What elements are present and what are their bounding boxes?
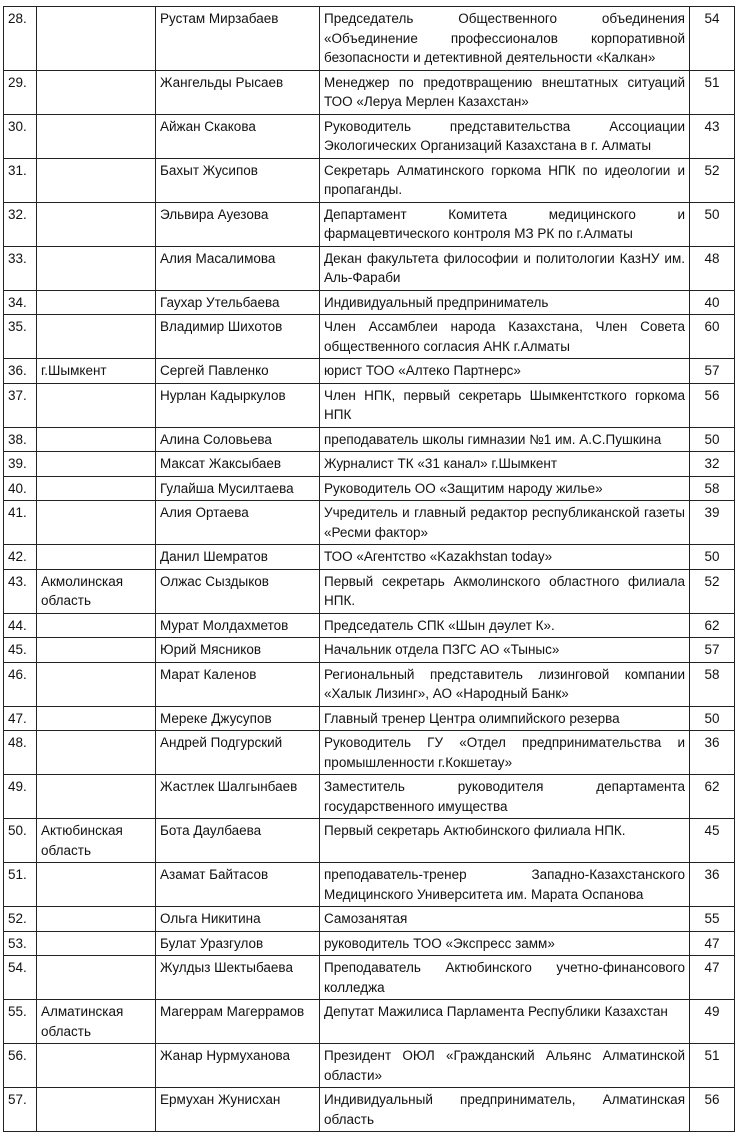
region-cell: [37, 1044, 156, 1088]
age-cell: 40: [690, 290, 735, 315]
age-cell: 32: [690, 452, 735, 477]
position-cell: Председатель Общественного объединения «Объединение профессионалов корпоративной безопасности и детективной деятельности «Калкан»: [320, 7, 690, 71]
table-row: [4, 662, 735, 706]
region-cell: [37, 202, 156, 246]
name-cell: Айжан Скакова: [156, 114, 320, 158]
age-cell: 50: [690, 427, 735, 452]
row-number-cell: 47.: [4, 706, 37, 731]
age-cell: 52: [690, 158, 735, 202]
position-cell: преподаватель школы гимназии №1 им. А.С.Пушкина: [320, 427, 690, 452]
position-cell: Первый секретарь Актюбинского филиала НПК.: [320, 819, 690, 863]
name-cell: Гаухар Утельбаева: [156, 290, 320, 315]
table-row: [4, 476, 735, 501]
age-cell: 39: [690, 501, 735, 545]
row-number-cell: 39.: [4, 452, 37, 477]
position-cell: Президент ОЮЛ «Гражданский Альянс Алматинской области»: [320, 1044, 690, 1088]
position-cell: Руководитель представительства Ассоциации Экологических Организаций Казахстана в г. Алматы: [320, 114, 690, 158]
name-cell: Алина Соловьева: [156, 427, 320, 452]
table-row: [4, 246, 735, 290]
name-cell: Ольга Никитина: [156, 907, 320, 932]
name-cell: Жанар Нурмуханова: [156, 1044, 320, 1088]
age-cell: 48: [690, 246, 735, 290]
name-cell: Олжас Сыздыков: [156, 569, 320, 613]
row-number-cell: 51.: [4, 863, 37, 907]
table-row: [4, 931, 735, 956]
table-row: [4, 907, 735, 932]
name-cell: Ермухан Жунисхан: [156, 1088, 320, 1132]
position-cell: преподаватель-тренер Западно-Казахстанского Медицинского Университета им. Марата Оспанова: [320, 863, 690, 907]
region-cell: [37, 638, 156, 663]
name-cell: Жастлек Шалгынбаев: [156, 775, 320, 819]
row-number-cell: 55.: [4, 1000, 37, 1044]
name-cell: Магеррам Магеррамов: [156, 1000, 320, 1044]
position-cell: Самозанятая: [320, 907, 690, 932]
region-cell: [37, 7, 156, 71]
position-cell: Заместитель руководителя департамента государственного имущества: [320, 775, 690, 819]
row-number-cell: 46.: [4, 662, 37, 706]
age-cell: 60: [690, 315, 735, 359]
region-cell: [37, 706, 156, 731]
position-cell: Член НПК, первый секретарь Шымкентсткого горкома НПК: [320, 383, 690, 427]
position-cell: Начальник отдела ПЗГС АО «Тыныс»: [320, 638, 690, 663]
table-row: [4, 863, 735, 907]
region-cell: [37, 501, 156, 545]
position-cell: Менеджер по предотвращению внештатных ситуаций ТОО «Леруа Мерлен Казахстан»: [320, 70, 690, 114]
name-cell: Жангельды Рысаев: [156, 70, 320, 114]
row-number-cell: 28.: [4, 7, 37, 71]
name-cell: Нурлан Кадыркулов: [156, 383, 320, 427]
table-row: [4, 70, 735, 114]
table-row: [4, 1044, 735, 1088]
table-row: [4, 638, 735, 663]
row-number-cell: 52.: [4, 907, 37, 932]
region-cell: [37, 290, 156, 315]
row-number-cell: 32.: [4, 202, 37, 246]
name-cell: Максат Жаксыбаев: [156, 452, 320, 477]
age-cell: 62: [690, 613, 735, 638]
region-cell: Акмолинская область: [37, 569, 156, 613]
age-cell: 56: [690, 383, 735, 427]
age-cell: 51: [690, 1044, 735, 1088]
region-cell: [37, 662, 156, 706]
region-cell: [37, 246, 156, 290]
position-cell: Член Ассамблеи народа Казахстана, Член Совета общественного согласия АНК г.Алматы: [320, 315, 690, 359]
row-number-cell: 31.: [4, 158, 37, 202]
position-cell: Региональный представитель лизинговой компании «Халык Лизинг», АО «Народный Банк»: [320, 662, 690, 706]
name-cell: Азамат Байтасов: [156, 863, 320, 907]
age-cell: 50: [690, 545, 735, 570]
age-cell: 56: [690, 1088, 735, 1132]
row-number-cell: 56.: [4, 1044, 37, 1088]
table-row: [4, 545, 735, 570]
age-cell: 62: [690, 775, 735, 819]
age-cell: 58: [690, 476, 735, 501]
table-row: [4, 452, 735, 477]
age-cell: 36: [690, 863, 735, 907]
row-number-cell: 44.: [4, 613, 37, 638]
region-cell: Алматинская область: [37, 1000, 156, 1044]
region-cell: [37, 315, 156, 359]
name-cell: Алия Масалимова: [156, 246, 320, 290]
row-number-cell: 45.: [4, 638, 37, 663]
row-number-cell: 50.: [4, 819, 37, 863]
table-row: [4, 359, 735, 384]
table-body: [4, 7, 735, 1132]
position-cell: Учредитель и главный редактор республиканской газеты «Ресми фактор»: [320, 501, 690, 545]
region-cell: [37, 427, 156, 452]
name-cell: Юрий Мясников: [156, 638, 320, 663]
table-row: [4, 1000, 735, 1044]
name-cell: Данил Шемратов: [156, 545, 320, 570]
table-row: [4, 569, 735, 613]
region-cell: [37, 158, 156, 202]
position-cell: Председатель СПК «Шын дәулет К».: [320, 613, 690, 638]
age-cell: 52: [690, 569, 735, 613]
table-row: [4, 613, 735, 638]
name-cell: Булат Уразгулов: [156, 931, 320, 956]
name-cell: Мереке Джусупов: [156, 706, 320, 731]
age-cell: 50: [690, 706, 735, 731]
row-number-cell: 33.: [4, 246, 37, 290]
row-number-cell: 48.: [4, 731, 37, 775]
row-number-cell: 37.: [4, 383, 37, 427]
row-number-cell: 54.: [4, 956, 37, 1000]
region-cell: г.Шымкент: [37, 359, 156, 384]
table-row: [4, 315, 735, 359]
row-number-cell: 40.: [4, 476, 37, 501]
row-number-cell: 30.: [4, 114, 37, 158]
position-cell: Секретарь Алматинского горкома НПК по идеологии и пропаганды.: [320, 158, 690, 202]
name-cell: Бота Даулбаева: [156, 819, 320, 863]
table-row: [4, 1088, 735, 1132]
name-cell: Владимир Шихотов: [156, 315, 320, 359]
age-cell: 50: [690, 202, 735, 246]
position-cell: Первый секретарь Акмолинского областного филиала НПК.: [320, 569, 690, 613]
row-number-cell: 35.: [4, 315, 37, 359]
position-cell: Главный тренер Центра олимпийского резерва: [320, 706, 690, 731]
name-cell: Алия Ортаева: [156, 501, 320, 545]
name-cell: Рустам Мирзабаев: [156, 7, 320, 71]
name-cell: Эльвира Ауезова: [156, 202, 320, 246]
row-number-cell: 38.: [4, 427, 37, 452]
age-cell: 54: [690, 7, 735, 71]
table-row: [4, 202, 735, 246]
name-cell: Жулдыз Шектыбаева: [156, 956, 320, 1000]
age-cell: 49: [690, 1000, 735, 1044]
table-row: [4, 706, 735, 731]
region-cell: [37, 731, 156, 775]
age-cell: 55: [690, 907, 735, 932]
position-cell: Журналист ТК «31 канал» г.Шымкент: [320, 452, 690, 477]
age-cell: 57: [690, 359, 735, 384]
row-number-cell: 42.: [4, 545, 37, 570]
name-cell: Марат Каленов: [156, 662, 320, 706]
row-number-cell: 57.: [4, 1088, 37, 1132]
table-row: [4, 775, 735, 819]
table-row: [4, 290, 735, 315]
table-row: [4, 114, 735, 158]
region-cell: [37, 545, 156, 570]
region-cell: [37, 613, 156, 638]
age-cell: 36: [690, 731, 735, 775]
row-number-cell: 41.: [4, 501, 37, 545]
row-number-cell: 34.: [4, 290, 37, 315]
age-cell: 57: [690, 638, 735, 663]
table-row: [4, 7, 735, 71]
table-row: [4, 158, 735, 202]
age-cell: 51: [690, 70, 735, 114]
region-cell: Актюбинская область: [37, 819, 156, 863]
row-number-cell: 29.: [4, 70, 37, 114]
region-cell: [37, 956, 156, 1000]
table-row: [4, 427, 735, 452]
row-number-cell: 36.: [4, 359, 37, 384]
table-row: [4, 819, 735, 863]
row-number-cell: 53.: [4, 931, 37, 956]
region-cell: [37, 863, 156, 907]
name-cell: Сергей Павленко: [156, 359, 320, 384]
region-cell: [37, 775, 156, 819]
position-cell: Индивидуальный предприниматель, Алматинская область: [320, 1088, 690, 1132]
region-cell: [37, 452, 156, 477]
region-cell: [37, 70, 156, 114]
position-cell: ТОО «Агентство «Kazakhstan today»: [320, 545, 690, 570]
region-cell: [37, 383, 156, 427]
position-cell: Руководитель ОО «Защитим народу жилье»: [320, 476, 690, 501]
name-cell: Мурат Молдахметов: [156, 613, 320, 638]
table-row: [4, 956, 735, 1000]
row-number-cell: 49.: [4, 775, 37, 819]
position-cell: Индивидуальный предприниматель: [320, 290, 690, 315]
position-cell: Декан факультета философии и политологии КазНУ им. Аль-Фараби: [320, 246, 690, 290]
table-row: [4, 731, 735, 775]
name-cell: Гулайша Мусилтаева: [156, 476, 320, 501]
age-cell: 47: [690, 931, 735, 956]
position-cell: Преподаватель Актюбинского учетно-финансового колледжа: [320, 956, 690, 1000]
position-cell: Депутат Мажилиса Парламента Республики Казахстан: [320, 1000, 690, 1044]
age-cell: 45: [690, 819, 735, 863]
region-cell: [37, 114, 156, 158]
name-cell: Бахыт Жусипов: [156, 158, 320, 202]
region-cell: [37, 1088, 156, 1132]
age-cell: 43: [690, 114, 735, 158]
region-cell: [37, 931, 156, 956]
region-cell: [37, 907, 156, 932]
age-cell: 58: [690, 662, 735, 706]
table-row: [4, 383, 735, 427]
name-cell: Андрей Подгурский: [156, 731, 320, 775]
row-number-cell: 43.: [4, 569, 37, 613]
region-cell: [37, 476, 156, 501]
position-cell: руководитель ТОО «Экспресс замм»: [320, 931, 690, 956]
table-row: [4, 501, 735, 545]
participants-table: [3, 6, 735, 1132]
position-cell: юрист ТОО «Алтеко Партнерс»: [320, 359, 690, 384]
age-cell: 47: [690, 956, 735, 1000]
position-cell: Департамент Комитета медицинского и фармацевтического контроля МЗ РК по г.Алматы: [320, 202, 690, 246]
position-cell: Руководитель ГУ «Отдел предпринимательства и промышленности г.Кокшетау»: [320, 731, 690, 775]
